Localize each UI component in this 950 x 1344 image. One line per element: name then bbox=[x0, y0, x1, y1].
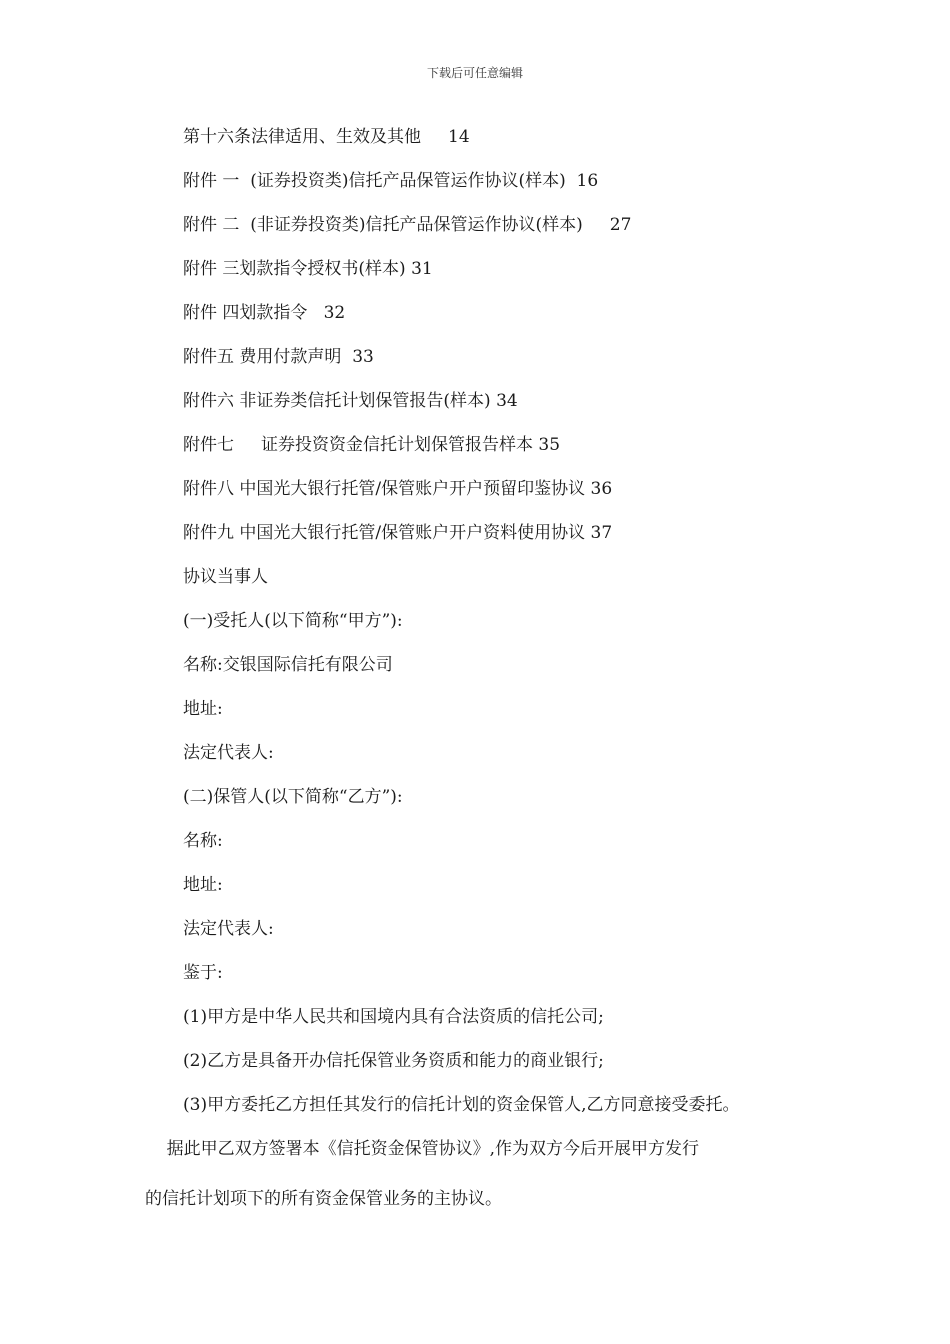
toc-entry: 附件 一 (证券投资类)信托产品保管运作协议(样本) 16 bbox=[183, 171, 599, 191]
party-b-name: 名称: bbox=[183, 831, 223, 851]
toc-entry: 附件八 中国光大银行托管/保管账户开户预留印鉴协议 36 bbox=[183, 479, 613, 499]
party-b-heading: (二)保管人(以下简称“乙方”): bbox=[183, 787, 403, 807]
toc-entry: 附件七 证券投资资金信托计划保管报告样本 35 bbox=[183, 435, 561, 455]
party-b-address: 地址: bbox=[183, 875, 223, 895]
party-a-representative: 法定代表人: bbox=[183, 743, 274, 763]
whereas-item: (1)甲方是中华人民共和国境内具有合法资质的信托公司; bbox=[183, 1007, 604, 1027]
party-b-representative: 法定代表人: bbox=[183, 919, 274, 939]
toc-entry: 附件五 费用付款声明 33 bbox=[183, 347, 374, 367]
toc-entry: 附件六 非证券类信托计划保管报告(样本) 34 bbox=[183, 391, 518, 411]
party-a-heading: (一)受托人(以下简称“甲方”): bbox=[183, 611, 403, 631]
document-body bbox=[183, 124, 883, 1136]
toc-entry: 附件 二 (非证券投资类)信托产品保管运作协议(样本) 27 bbox=[183, 215, 632, 235]
party-a-address: 地址: bbox=[183, 699, 223, 719]
whereas-heading: 鉴于: bbox=[183, 963, 223, 983]
section-heading-parties: 协议当事人 bbox=[183, 567, 268, 587]
toc-entry: 第十六条法律适用、生效及其他 14 bbox=[183, 127, 470, 147]
toc-entry: 附件 四划款指令 32 bbox=[183, 303, 346, 323]
closing-paragraph-line-1: 据此甲乙双方签署本《信托资金保管协议》,作为双方今后开展甲方发行 bbox=[145, 1139, 700, 1159]
toc-entry: 附件九 中国光大银行托管/保管账户开户资料使用协议 37 bbox=[183, 523, 613, 543]
whereas-item: (3)甲方委托乙方担任其发行的信托计划的资金保管人,乙方同意接受委托。 bbox=[183, 1095, 740, 1115]
closing-paragraph-line-2: 的信托计划项下的所有资金保管业务的主协议。 bbox=[145, 1189, 502, 1209]
whereas-item: (2)乙方是具备开办信托保管业务资质和能力的商业银行; bbox=[183, 1051, 604, 1071]
toc-entry: 附件 三划款指令授权书(样本) 31 bbox=[183, 259, 433, 279]
page-header: 下载后可任意编辑 bbox=[426, 66, 523, 80]
party-a-name: 名称:交银国际信托有限公司 bbox=[183, 655, 393, 675]
